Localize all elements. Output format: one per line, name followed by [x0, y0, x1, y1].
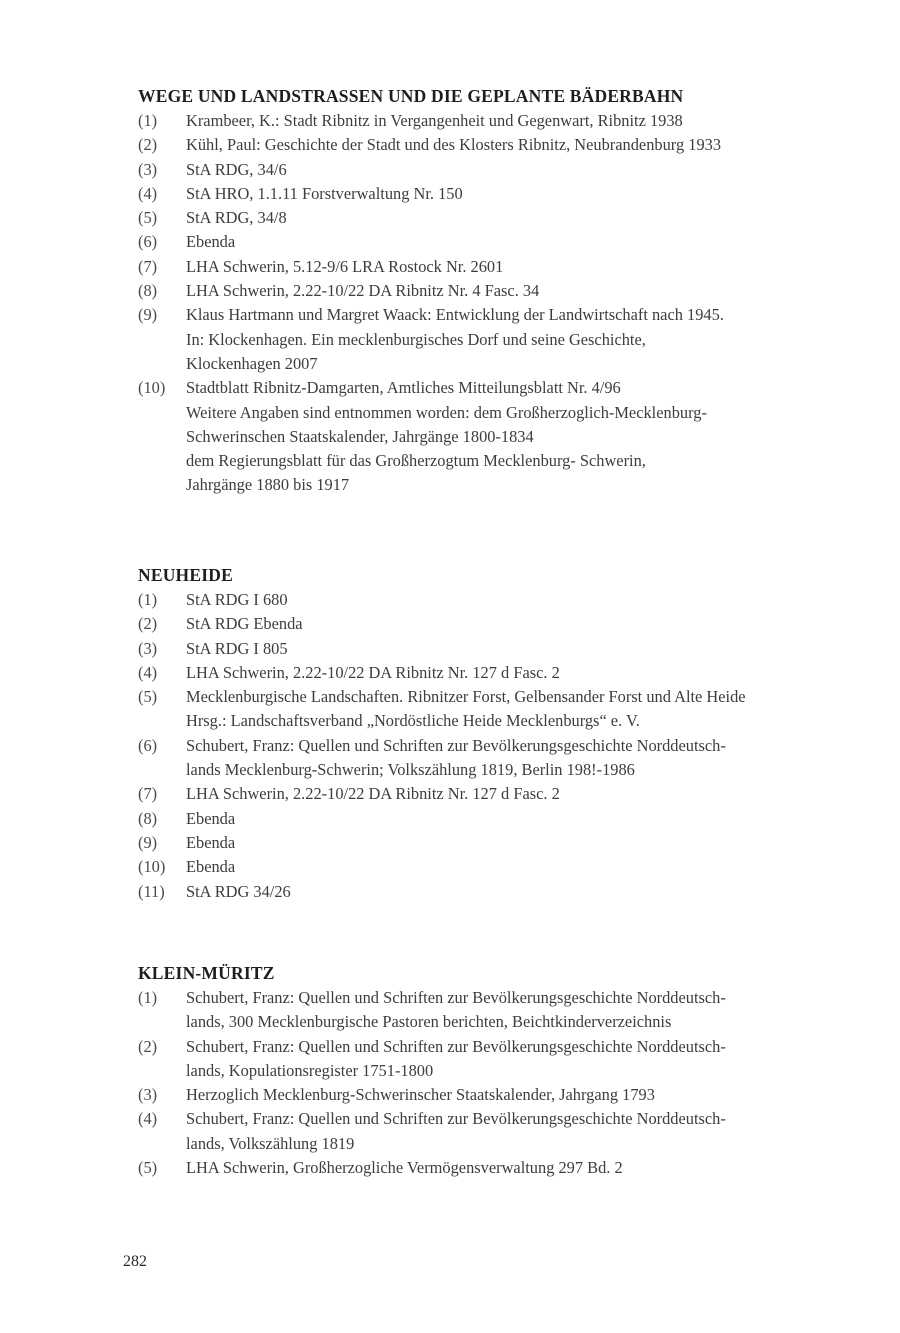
- reference-text-line: Ebenda: [186, 832, 236, 852]
- reference-text-line: Ebenda: [186, 857, 236, 877]
- reference-number: (2): [138, 614, 158, 634]
- reference-list: [138, 109, 868, 498]
- reference-entry: [138, 1035, 868, 1084]
- section-neuheide: [138, 564, 868, 904]
- reference-number: (5): [138, 208, 158, 228]
- reference-entry: [138, 109, 868, 133]
- reference-number: (10): [138, 857, 166, 877]
- reference-number: (1): [138, 111, 158, 130]
- reference-text-line: Kühl, Paul: Geschichte der Stadt und des Klosters Ribnitz, Neubrandenburg 1933: [186, 135, 722, 155]
- reference-entry: [138, 612, 868, 636]
- reference-entry: [138, 782, 868, 806]
- section-title: WEGE UND LANDSTRASSEN UND DIE GEPLANTE BÄDERBAHN: [138, 86, 684, 106]
- reference-number: (9): [138, 305, 158, 325]
- section-klein-mueritz: [138, 962, 868, 1180]
- reference-text-line: Schubert, Franz: Quellen und Schriften zur Bevölkerungsgeschichte Norddeutsch-: [186, 1036, 726, 1056]
- reference-number: (2): [138, 1036, 158, 1056]
- reference-entry: [138, 133, 868, 157]
- reference-text-line: Mecklenburgische Landschaften. Ribnitzer Forst, Gelbensander Forst und Alte Heide: [186, 687, 746, 707]
- reference-text-line: Weitere Angaben sind entnommen worden: dem Großherzoglich-Mecklenburg-: [186, 402, 707, 422]
- reference-number: (1): [138, 590, 158, 609]
- reference-entry: [138, 1107, 868, 1156]
- reference-text-line: LHA Schwerin, 2.22-10/22 DA Ribnitz Nr. 4 Fasc. 34: [186, 281, 540, 301]
- reference-entry: [138, 685, 868, 734]
- reference-text-line: LHA Schwerin, Großherzogliche Vermögensverwaltung 297 Bd. 2: [186, 1158, 623, 1178]
- reference-text-line: Ebenda: [186, 232, 236, 252]
- reference-number: (3): [138, 1085, 158, 1105]
- reference-text-line: Hrsg.: Landschaftsverband „Nordöstliche Heide Mecklenburgs“ e. V.: [186, 711, 640, 731]
- reference-text-line: Ebenda: [186, 808, 236, 828]
- reference-entry: [138, 279, 868, 303]
- reference-text-line: LHA Schwerin, 5.12-9/6 LRA Rostock Nr. 2601: [186, 256, 504, 276]
- section-title: NEUHEIDE: [138, 565, 233, 585]
- reference-list: [138, 986, 868, 1180]
- reference-number: (7): [138, 784, 158, 804]
- reference-text-line: Herzoglich Mecklenburg-Schwerinscher Staatskalender, Jahrgang 1793: [186, 1085, 655, 1105]
- reference-text-line: Schubert, Franz: Quellen und Schriften zur Bevölkerungsgeschichte Norddeutsch-: [186, 735, 726, 755]
- reference-text-line: lands, Kopulationsregister 1751-1800: [186, 1060, 434, 1080]
- reference-text-line: Schwerinschen Staatskalender, Jahrgänge 1800-1834: [186, 426, 534, 446]
- reference-number: (9): [138, 832, 158, 852]
- section-wege-und-landstrassen: [138, 85, 868, 498]
- reference-number: (6): [138, 735, 158, 755]
- reference-entry: [138, 303, 868, 376]
- reference-entry: [138, 986, 868, 1035]
- reference-entry: [138, 182, 868, 206]
- reference-text-line: Schubert, Franz: Quellen und Schriften zur Bevölkerungsgeschichte Norddeutsch-: [186, 988, 726, 1007]
- reference-number: (4): [138, 1109, 158, 1129]
- reference-number: (8): [138, 808, 158, 828]
- reference-number: (7): [138, 256, 158, 276]
- reference-entry: [138, 855, 868, 879]
- reference-text-line: lands, Volkszählung 1819: [186, 1133, 355, 1153]
- reference-entry: [138, 831, 868, 855]
- reference-entry: [138, 1156, 868, 1180]
- reference-entry: [138, 880, 868, 904]
- reference-number: (3): [138, 159, 158, 179]
- reference-number: (5): [138, 1158, 158, 1178]
- reference-text-line: Schubert, Franz: Quellen und Schriften zur Bevölkerungsgeschichte Norddeutsch-: [186, 1109, 726, 1129]
- reference-text-line: Klaus Hartmann und Margret Waack: Entwicklung der Landwirtschaft nach 1945.: [186, 305, 724, 325]
- reference-number: (4): [138, 662, 158, 682]
- reference-entry: [138, 230, 868, 254]
- reference-text-line: StA RDG, 34/6: [186, 159, 287, 179]
- reference-text-line: StA RDG I 805: [186, 638, 288, 658]
- reference-text-line: Klockenhagen 2007: [186, 353, 318, 373]
- reference-entry: [138, 588, 868, 612]
- reference-entry: [138, 158, 868, 182]
- reference-number: (6): [138, 232, 158, 252]
- reference-number: (8): [138, 281, 158, 301]
- reference-text-line: Jahrgänge 1880 bis 1917: [186, 475, 350, 495]
- reference-number: (10): [138, 378, 166, 398]
- reference-number: (4): [138, 183, 158, 203]
- reference-text-line: LHA Schwerin, 2.22-10/22 DA Ribnitz Nr. 127 d Fasc. 2: [186, 784, 560, 804]
- reference-entry: [138, 1083, 868, 1107]
- reference-text-line: lands, 300 Mecklenburgische Pastoren berichten, Beichtkinderverzeichnis: [186, 1012, 672, 1032]
- reference-number: (2): [138, 135, 158, 155]
- reference-text-line: In: Klockenhagen. Ein mecklenburgisches Dorf und seine Geschichte,: [186, 329, 646, 349]
- page-number: 282: [123, 1253, 147, 1270]
- reference-entry: [138, 734, 868, 783]
- reference-entry: [138, 206, 868, 230]
- reference-number: (1): [138, 988, 158, 1007]
- reference-number: (11): [138, 881, 165, 901]
- reference-text-line: Stadtblatt Ribnitz-Damgarten, Amtliches Mitteilungsblatt Nr. 4/96: [186, 378, 621, 398]
- reference-text-line: StA HRO, 1.1.11 Forstverwaltung Nr. 150: [186, 183, 463, 203]
- reference-entry: [138, 661, 868, 685]
- reference-number: (5): [138, 687, 158, 707]
- reference-entry: [138, 637, 868, 661]
- reference-text-line: StA RDG Ebenda: [186, 614, 303, 634]
- reference-entry: [138, 255, 868, 279]
- reference-text-line: Krambeer, K.: Stadt Ribnitz in Vergangenheit und Gegenwart, Ribnitz 1938: [186, 111, 683, 130]
- reference-entry: [138, 807, 868, 831]
- reference-list: [138, 588, 868, 904]
- reference-text-line: LHA Schwerin, 2.22-10/22 DA Ribnitz Nr. 127 d Fasc. 2: [186, 662, 560, 682]
- reference-text-line: StA RDG, 34/8: [186, 208, 287, 228]
- reference-text-line: StA RDG 34/26: [186, 881, 291, 901]
- reference-text-line: lands Mecklenburg-Schwerin; Volkszählung 1819, Berlin 198!-1986: [186, 760, 635, 780]
- reference-entry: [138, 376, 868, 497]
- reference-text-line: StA RDG I 680: [186, 590, 288, 609]
- reference-number: (3): [138, 638, 158, 658]
- reference-text-line: dem Regierungsblatt für das Großherzogtum Mecklenburg- Schwerin,: [186, 451, 646, 471]
- section-title: KLEIN-MÜRITZ: [138, 963, 275, 983]
